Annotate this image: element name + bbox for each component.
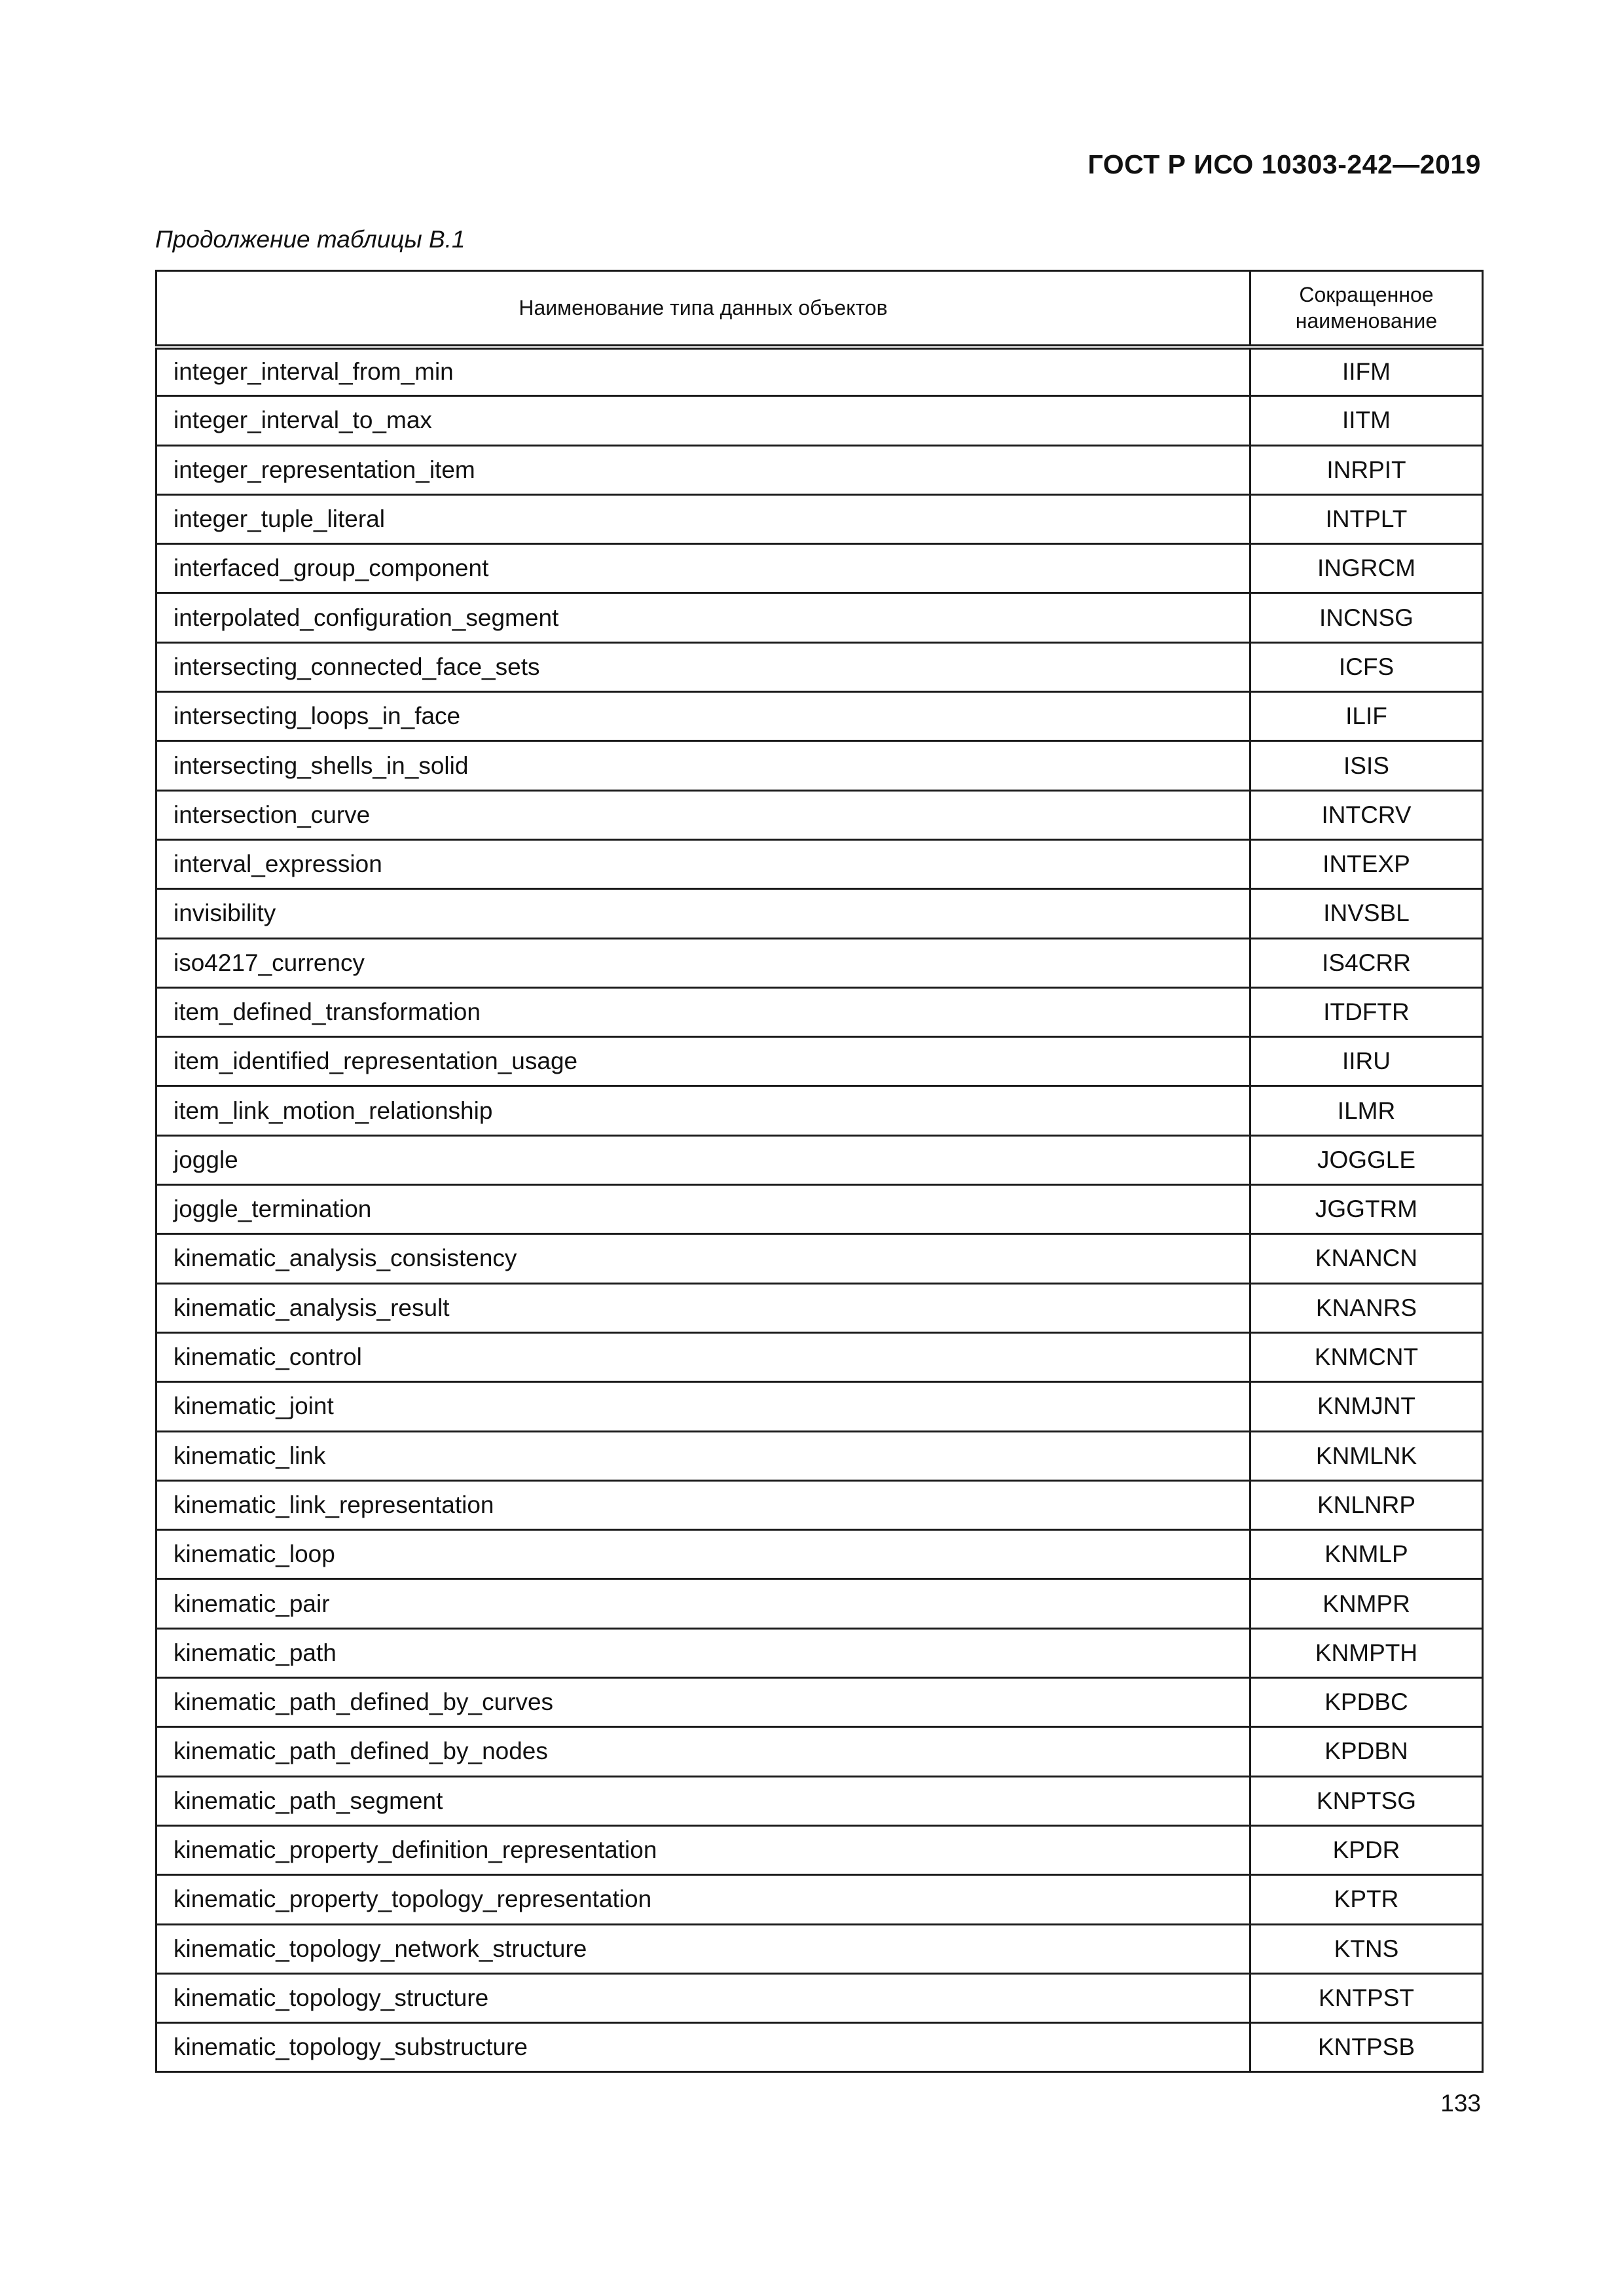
table-row — [156, 347, 1483, 396]
table-row — [156, 544, 1483, 593]
abbreviation-cell: KNLNRP — [1250, 1480, 1483, 1529]
entity-name-cell: iso4217_currency — [156, 938, 1250, 987]
table-row — [156, 1875, 1483, 1924]
abbreviation-cell: KPDR — [1250, 1825, 1483, 1874]
abbreviation-cell: ITDFTR — [1250, 987, 1483, 1036]
abbreviation-cell: KNANRS — [1250, 1283, 1483, 1332]
entity-name-cell: kinematic_pair — [156, 1579, 1250, 1628]
entity-name-cell: item_link_motion_relationship — [156, 1086, 1250, 1135]
table-row — [156, 1431, 1483, 1480]
abbreviation-cell: ILIF — [1250, 692, 1483, 741]
table-row — [156, 1480, 1483, 1529]
table-row — [156, 1185, 1483, 1234]
entity-name-cell: intersecting_shells_in_solid — [156, 741, 1250, 790]
entity-name-cell: kinematic_loop — [156, 1530, 1250, 1579]
table-row — [156, 1086, 1483, 1135]
table-row — [156, 1135, 1483, 1184]
table-caption: Продолжение таблицы В.1 — [155, 226, 465, 253]
abbreviation-cell: KNMLNK — [1250, 1431, 1483, 1480]
abbreviation-cell: INCNSG — [1250, 593, 1483, 642]
table-row — [156, 889, 1483, 938]
abbreviation-cell: KNMPTH — [1250, 1628, 1483, 1677]
entity-name-cell: interpolated_configuration_segment — [156, 593, 1250, 642]
abbreviation-cell: INTCRV — [1250, 790, 1483, 839]
table-header-row — [156, 271, 1483, 347]
abbreviation-cell: KNMJNT — [1250, 1382, 1483, 1431]
table-row — [156, 1727, 1483, 1776]
entity-name-cell: kinematic_path_defined_by_curves — [156, 1678, 1250, 1727]
abbreviation-cell: IIFM — [1250, 347, 1483, 396]
table-header — [156, 271, 1483, 347]
table-row — [156, 741, 1483, 790]
document-standard-header: ГОСТ Р ИСО 10303-242—2019 — [1087, 149, 1481, 179]
entity-name-cell: kinematic_property_topology_representation — [156, 1875, 1250, 1924]
entity-name-cell: integer_tuple_literal — [156, 494, 1250, 543]
abbreviation-cell: KTNS — [1250, 1924, 1483, 1973]
table-row — [156, 1825, 1483, 1874]
abbreviation-table — [155, 270, 1484, 2073]
column-header-entity-name: Наименование типа данных объектов — [156, 271, 1250, 347]
abbreviation-cell: IS4CRR — [1250, 938, 1483, 987]
entity-name-cell: interfaced_group_component — [156, 544, 1250, 593]
table-body — [156, 347, 1483, 2072]
table-row — [156, 642, 1483, 691]
abbreviation-cell: KPDBN — [1250, 1727, 1483, 1776]
abbreviation-cell: IIRU — [1250, 1037, 1483, 1086]
entity-name-cell: intersecting_loops_in_face — [156, 692, 1250, 741]
entity-name-cell: kinematic_topology_substructure — [156, 2023, 1250, 2072]
abbreviation-cell: KNTPST — [1250, 1973, 1483, 2022]
entity-name-cell: kinematic_path — [156, 1628, 1250, 1677]
abbreviation-cell: IITM — [1250, 396, 1483, 445]
abbreviation-cell: JGGTRM — [1250, 1185, 1483, 1234]
entity-name-cell: intersecting_connected_face_sets — [156, 642, 1250, 691]
table-row — [156, 1530, 1483, 1579]
abbreviation-cell: KNPTSG — [1250, 1776, 1483, 1825]
abbreviation-cell: KNMPR — [1250, 1579, 1483, 1628]
abbreviation-cell: KNANCN — [1250, 1234, 1483, 1283]
abbreviation-cell: JOGGLE — [1250, 1135, 1483, 1184]
entity-name-cell: kinematic_joint — [156, 1382, 1250, 1431]
abbreviation-cell: INRPIT — [1250, 445, 1483, 494]
abbreviation-cell: INGRCM — [1250, 544, 1483, 593]
entity-name-cell: item_identified_representation_usage — [156, 1037, 1250, 1086]
abbreviation-cell: ICFS — [1250, 642, 1483, 691]
entity-name-cell: kinematic_topology_structure — [156, 1973, 1250, 2022]
abbreviation-cell: KNMLP — [1250, 1530, 1483, 1579]
table-row — [156, 987, 1483, 1036]
table-row — [156, 593, 1483, 642]
table-row — [156, 1628, 1483, 1677]
abbreviation-cell: KPTR — [1250, 1875, 1483, 1924]
abbreviation-cell: KNTPSB — [1250, 2023, 1483, 2072]
table-row — [156, 1234, 1483, 1283]
entity-name-cell: kinematic_path_defined_by_nodes — [156, 1727, 1250, 1776]
page-number: 133 — [1440, 2090, 1481, 2117]
abbreviation-cell: INVSBL — [1250, 889, 1483, 938]
abbreviation-cell: KNMCNT — [1250, 1332, 1483, 1381]
table-row — [156, 839, 1483, 888]
table-row — [156, 1037, 1483, 1086]
entity-name-cell: kinematic_analysis_result — [156, 1283, 1250, 1332]
entity-name-cell: integer_interval_from_min — [156, 347, 1250, 396]
table-row — [156, 790, 1483, 839]
abbreviation-cell: ILMR — [1250, 1086, 1483, 1135]
table-row — [156, 1973, 1483, 2022]
table-row — [156, 1579, 1483, 1628]
entity-name-cell: joggle — [156, 1135, 1250, 1184]
entity-name-cell: integer_interval_to_max — [156, 396, 1250, 445]
entity-name-cell: intersection_curve — [156, 790, 1250, 839]
abbreviation-table-container — [155, 270, 1482, 2073]
entity-name-cell: kinematic_link — [156, 1431, 1250, 1480]
table-row — [156, 396, 1483, 445]
table-row — [156, 445, 1483, 494]
table-row — [156, 1924, 1483, 1973]
column-header-abbreviation: Сокращенное наименование — [1250, 271, 1483, 347]
entity-name-cell: kinematic_control — [156, 1332, 1250, 1381]
abbreviation-cell: KPDBC — [1250, 1678, 1483, 1727]
entity-name-cell: interval_expression — [156, 839, 1250, 888]
table-row — [156, 1776, 1483, 1825]
table-row — [156, 1382, 1483, 1431]
table-row — [156, 2023, 1483, 2072]
abbreviation-cell: ISIS — [1250, 741, 1483, 790]
table-row — [156, 1283, 1483, 1332]
abbreviation-cell: INTEXP — [1250, 839, 1483, 888]
table-row — [156, 494, 1483, 543]
table-row — [156, 1678, 1483, 1727]
table-row — [156, 938, 1483, 987]
entity-name-cell: kinematic_property_definition_representation — [156, 1825, 1250, 1874]
table-row — [156, 692, 1483, 741]
abbreviation-cell: INTPLT — [1250, 494, 1483, 543]
entity-name-cell: invisibility — [156, 889, 1250, 938]
entity-name-cell: kinematic_topology_network_structure — [156, 1924, 1250, 1973]
entity-name-cell: integer_representation_item — [156, 445, 1250, 494]
entity-name-cell: joggle_termination — [156, 1185, 1250, 1234]
entity-name-cell: kinematic_link_representation — [156, 1480, 1250, 1529]
table-row — [156, 1332, 1483, 1381]
entity-name-cell: kinematic_analysis_consistency — [156, 1234, 1250, 1283]
entity-name-cell: kinematic_path_segment — [156, 1776, 1250, 1825]
entity-name-cell: item_defined_transformation — [156, 987, 1250, 1036]
